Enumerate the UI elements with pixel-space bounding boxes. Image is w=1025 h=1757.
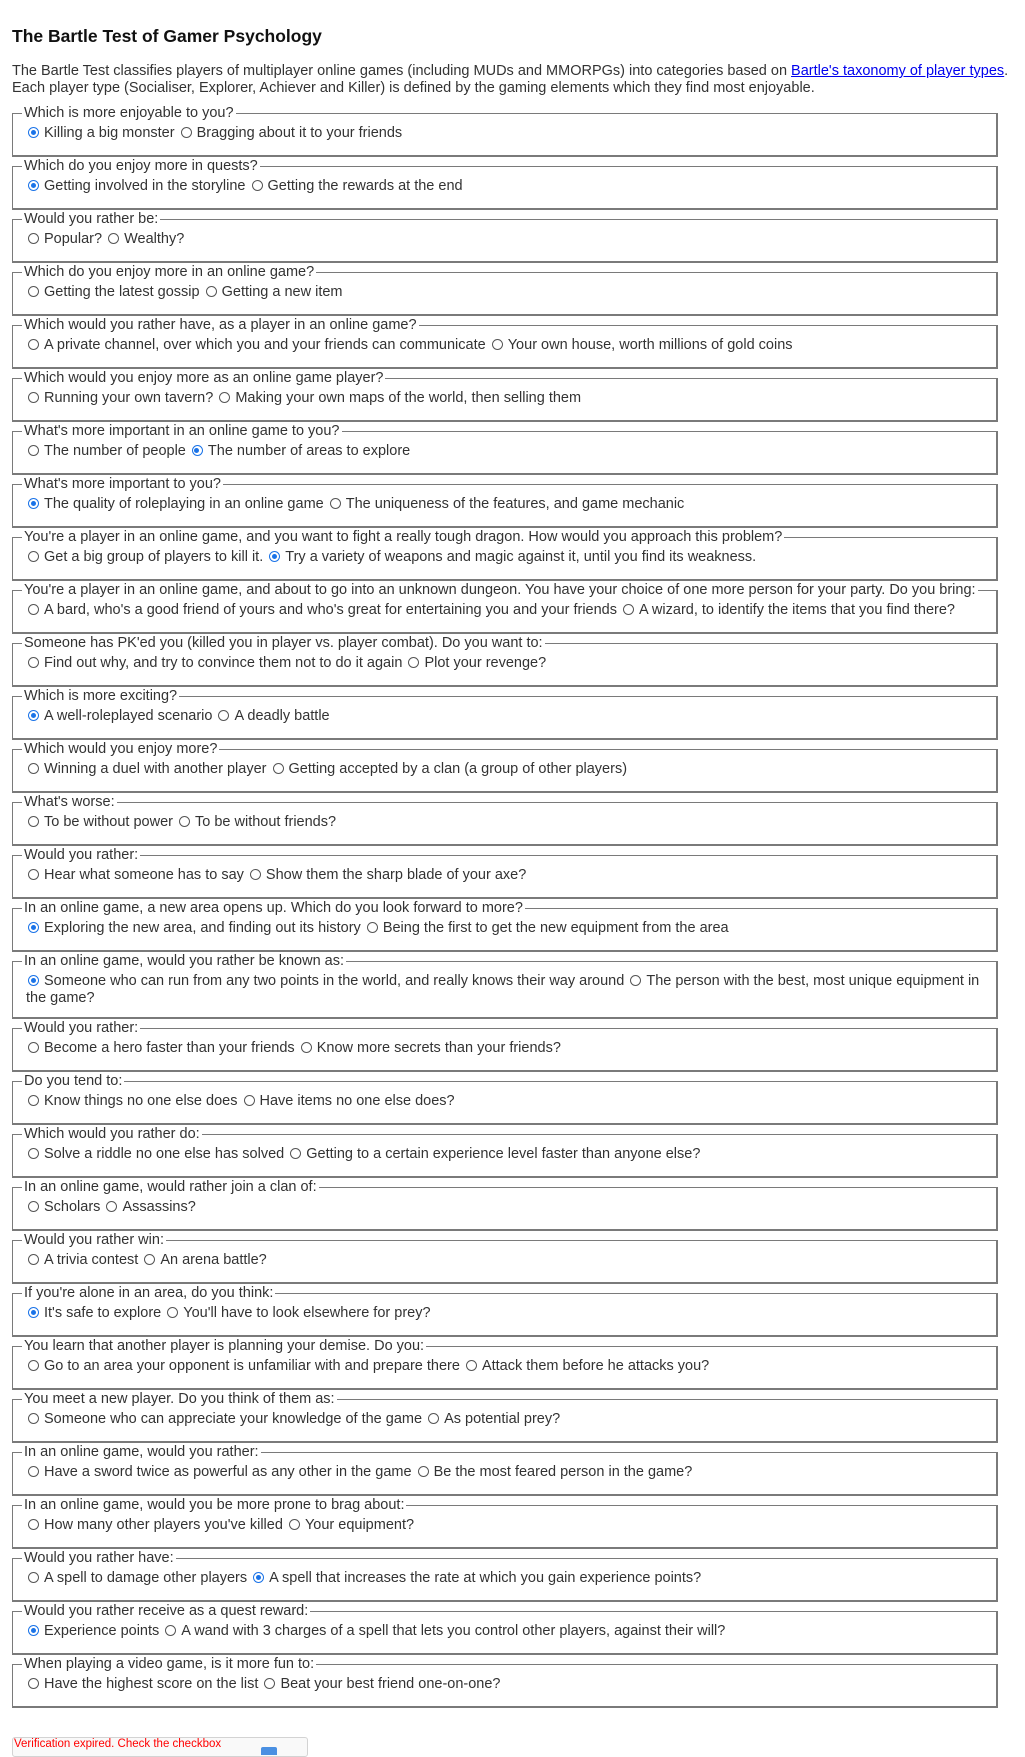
answer-label: Bragging about it to your friends [196, 125, 403, 141]
radio-unchecked-icon[interactable] [273, 763, 284, 774]
question-fieldset [12, 370, 998, 422]
answer-options [26, 1089, 986, 1120]
answer-label: Experience points [44, 1623, 160, 1639]
radio-unchecked-icon[interactable] [301, 1042, 312, 1053]
answer-option-b[interactable] [250, 178, 463, 194]
answer-label: A spell that increases the rate at which you gain experience points? [269, 1570, 702, 1586]
radio-unchecked-icon[interactable] [492, 339, 503, 350]
captcha-expired-message: Verification expired. Check the checkbox [14, 1738, 222, 1750]
radio-unchecked-icon[interactable] [428, 1413, 439, 1424]
answer-options [26, 1566, 986, 1597]
question-fieldset [12, 1338, 998, 1390]
intro-text-2: . Each player type (Socialiser, Explorer, Achiever and Killer) is defined by the gaming elements which they find most enjoyable. [12, 63, 1009, 96]
question-fieldset [12, 794, 998, 846]
radio-checked-icon[interactable] [28, 975, 39, 986]
radio-checked-icon[interactable] [192, 445, 203, 456]
question-text: What's more important in an online game to you? [24, 423, 340, 439]
answer-option-a[interactable] [26, 867, 244, 883]
answer-label: Exploring the new area, and finding out its history [44, 920, 361, 936]
answer-option-a[interactable] [26, 708, 212, 724]
radio-unchecked-icon[interactable] [28, 816, 39, 827]
radio-checked-icon[interactable] [28, 710, 39, 721]
question-text: Would you rather: [24, 847, 139, 863]
question-text: When playing a video game, is it more fun to: [24, 1656, 315, 1672]
answer-label: The person with the best, most unique equipment in the game? [26, 973, 980, 1006]
radio-checked-icon[interactable] [28, 922, 39, 933]
answer-options [26, 1672, 986, 1703]
answer-option-b[interactable] [365, 920, 729, 936]
answer-option-b[interactable] [299, 1040, 561, 1056]
answer-options [26, 863, 986, 894]
radio-checked-icon[interactable] [28, 180, 39, 191]
answer-option-a[interactable] [26, 1358, 460, 1374]
radio-unchecked-icon[interactable] [28, 1254, 39, 1265]
radio-unchecked-icon[interactable] [466, 1360, 477, 1371]
answer-label: A wizard, to identify the items that you find there? [639, 602, 955, 618]
answer-label: To be without friends? [195, 814, 337, 830]
answer-options [26, 174, 986, 205]
answer-option-a[interactable] [26, 125, 175, 141]
answer-option-b[interactable] [328, 496, 685, 512]
question-text: Which would you enjoy more as an online game player? [24, 370, 384, 386]
radio-unchecked-icon[interactable] [290, 1148, 301, 1159]
radio-unchecked-icon[interactable] [28, 763, 39, 774]
question-fieldset [12, 1497, 998, 1549]
radio-unchecked-icon[interactable] [181, 127, 192, 138]
answer-option-b[interactable] [262, 1676, 500, 1692]
radio-unchecked-icon[interactable] [28, 1678, 39, 1689]
radio-checked-icon[interactable] [253, 1572, 264, 1583]
answer-label: Running your own tavern? [44, 390, 214, 406]
answer-label: Getting involved in the storyline [44, 178, 246, 194]
radio-unchecked-icon[interactable] [264, 1678, 275, 1689]
answer-options [26, 598, 986, 629]
answer-label: Wealthy? [124, 231, 185, 247]
radio-unchecked-icon[interactable] [28, 445, 39, 456]
answer-options [26, 1513, 986, 1544]
question-text: Would you rather win: [24, 1232, 164, 1248]
answer-option-b[interactable] [406, 655, 546, 671]
radio-checked-icon[interactable] [28, 127, 39, 138]
answer-option-b[interactable] [106, 231, 184, 247]
radio-unchecked-icon[interactable] [244, 1095, 255, 1106]
radio-unchecked-icon[interactable] [28, 392, 39, 403]
answer-option-a[interactable] [26, 284, 200, 300]
radio-unchecked-icon[interactable] [418, 1466, 429, 1477]
answer-option-b[interactable] [464, 1358, 709, 1374]
answer-options [26, 1460, 986, 1491]
radio-checked-icon[interactable] [269, 551, 280, 562]
radio-unchecked-icon[interactable] [289, 1519, 300, 1530]
question-text: Do you tend to: [24, 1073, 123, 1089]
answer-label: Know more secrets than your friends? [316, 1040, 561, 1056]
answer-label: Get a big group of players to kill it. [44, 549, 264, 565]
answer-option-b[interactable] [217, 390, 581, 406]
answer-label: A deadly battle [234, 708, 330, 724]
answer-option-a[interactable] [26, 973, 624, 989]
answer-options [26, 757, 986, 788]
answer-options [26, 227, 986, 258]
answer-label: The number of people [44, 443, 186, 459]
question-text: Would you rather: [24, 1020, 139, 1036]
radio-unchecked-icon[interactable] [219, 392, 230, 403]
answer-label: Getting to a certain experience level faster than anyone else? [306, 1146, 701, 1162]
answer-options [26, 1354, 986, 1385]
answer-option-a[interactable] [26, 761, 266, 777]
answer-label: A well-roleplayed scenario [44, 708, 213, 724]
answer-option-b[interactable] [287, 1517, 414, 1533]
answer-option-a[interactable] [26, 1570, 247, 1586]
question-text: What's worse: [24, 794, 115, 810]
answer-options [26, 969, 986, 1017]
answer-options [26, 333, 986, 364]
question-fieldset [12, 1020, 998, 1072]
radio-unchecked-icon[interactable] [108, 233, 119, 244]
answer-label: A spell to damage other players [44, 1570, 248, 1586]
answer-label: Hear what someone has to say [44, 867, 244, 883]
radio-unchecked-icon[interactable] [28, 286, 39, 297]
answer-option-a[interactable] [26, 337, 486, 353]
radio-unchecked-icon[interactable] [28, 1413, 39, 1424]
question-text: You learn that another player is planning your demise. Do you: [24, 1338, 425, 1354]
answer-option-a[interactable] [26, 814, 173, 830]
answer-label: The number of areas to explore [207, 443, 411, 459]
radio-unchecked-icon[interactable] [28, 1148, 39, 1159]
question-text: Which would you rather have, as a player in an online game? [24, 317, 417, 333]
question-fieldset [12, 1126, 998, 1178]
answer-label: Become a hero faster than your friends [44, 1040, 295, 1056]
question-fieldset [12, 1550, 998, 1602]
answer-label: A trivia contest [44, 1252, 139, 1268]
answer-label: Scholars [44, 1199, 101, 1215]
answer-option-a[interactable] [26, 1464, 412, 1480]
answer-label: Show them the sharp blade of your axe? [265, 867, 527, 883]
question-text: In an online game, would rather join a clan of: [24, 1179, 317, 1195]
answer-option-a[interactable] [26, 1305, 161, 1321]
intro-text-1: The Bartle Test classifies players of multiplayer online games (including MUDs and MMORPGs) into categories based on [12, 63, 792, 79]
question-text: Would you rather receive as a quest reward: [24, 1603, 309, 1619]
question-fieldset [12, 529, 998, 581]
question-text: Someone has PK'ed you (killed you in player vs. player combat). Do you want to: [24, 635, 543, 651]
question-fieldset [12, 1232, 998, 1284]
question-fieldset [12, 211, 998, 263]
answer-label: Go to an area your opponent is unfamiliar with and prepare there [44, 1358, 460, 1374]
question-fieldset [12, 1285, 998, 1337]
radio-unchecked-icon[interactable] [28, 1201, 39, 1212]
answer-option-a[interactable] [26, 1623, 159, 1639]
answer-label: Being the first to get the new equipment from the area [382, 920, 729, 936]
question-fieldset [12, 264, 998, 316]
question-text: In an online game, would you be more prone to brag about: [24, 1497, 405, 1513]
answer-label: Getting the rewards at the end [267, 178, 463, 194]
answer-option-a[interactable] [26, 1411, 422, 1427]
answer-label: Getting a new item [221, 284, 343, 300]
answer-options [26, 386, 986, 417]
answer-option-a[interactable] [26, 178, 246, 194]
answer-option-a[interactable] [26, 496, 324, 512]
question-text: What's more important to you? [24, 476, 221, 492]
answer-option-b[interactable] [621, 602, 955, 618]
answer-option-b[interactable] [177, 814, 336, 830]
answer-option-a[interactable] [26, 602, 617, 618]
answer-label: Someone who can appreciate your knowledge of the game [44, 1411, 423, 1427]
radio-unchecked-icon[interactable] [250, 869, 261, 880]
radio-unchecked-icon[interactable] [28, 233, 39, 244]
radio-unchecked-icon[interactable] [28, 1519, 39, 1530]
answer-label: The quality of roleplaying in an online game [44, 496, 324, 512]
answer-label: Winning a duel with another player [44, 761, 267, 777]
answer-label: How many other players you've killed [44, 1517, 283, 1533]
answer-label: It's safe to explore [44, 1305, 162, 1321]
answer-option-a[interactable] [26, 1093, 237, 1109]
radio-unchecked-icon[interactable] [330, 498, 341, 509]
questions-form [12, 105, 1013, 1708]
answer-option-a[interactable] [26, 1517, 283, 1533]
answer-options [26, 1195, 986, 1226]
question-text: Which would you rather do: [24, 1126, 200, 1142]
radio-checked-icon[interactable] [28, 1625, 39, 1636]
question-fieldset [12, 635, 998, 687]
answer-options [26, 492, 986, 523]
answer-label: Beat your best friend one-on-one? [280, 1676, 501, 1692]
page-title: The Bartle Test of Gamer Psychology [12, 26, 322, 46]
question-fieldset [12, 158, 998, 210]
question-text: You're a player in an online game, and about to go into an unknown dungeon. You have your choice of one more person for your party. Do you bring: [24, 582, 976, 598]
answer-options [26, 1407, 986, 1438]
question-fieldset [12, 688, 998, 740]
question-fieldset [12, 900, 998, 952]
answer-option-a[interactable] [26, 1199, 100, 1215]
answer-option-a[interactable] [26, 231, 102, 247]
answer-option-b[interactable] [242, 1093, 455, 1109]
question-text: You meet a new player. Do you think of them as: [24, 1391, 335, 1407]
answer-label: Know things no one else does [44, 1093, 238, 1109]
answer-option-b[interactable] [251, 1570, 701, 1586]
radio-unchecked-icon[interactable] [623, 604, 634, 615]
answer-option-a[interactable] [26, 655, 402, 671]
answer-label: Assassins? [122, 1199, 196, 1215]
answer-label: Find out why, and try to convince them not to do it again [44, 655, 403, 671]
radio-checked-icon[interactable] [28, 498, 39, 509]
question-fieldset [12, 741, 998, 793]
question-fieldset [12, 476, 998, 528]
answer-label: Be the most feared person in the game? [433, 1464, 693, 1480]
answer-label: Have the highest score on the list [44, 1676, 259, 1692]
question-text: If you're alone in an area, do you think: [24, 1285, 274, 1301]
answer-option-a[interactable] [26, 1252, 138, 1268]
question-text: In an online game, would you rather be known as: [24, 953, 345, 969]
captcha-widget[interactable] [12, 1737, 308, 1757]
radio-unchecked-icon[interactable] [28, 1042, 39, 1053]
answer-options [26, 1036, 986, 1067]
radio-unchecked-icon[interactable] [28, 339, 39, 350]
question-fieldset [12, 1179, 998, 1231]
radio-unchecked-icon[interactable] [165, 1625, 176, 1636]
radio-unchecked-icon[interactable] [28, 551, 39, 562]
answer-option-b[interactable] [179, 125, 403, 141]
answer-option-b[interactable] [104, 1199, 195, 1215]
radio-unchecked-icon[interactable] [28, 1360, 39, 1371]
answer-options [26, 1619, 986, 1650]
answer-option-b[interactable] [163, 1623, 725, 1639]
answer-label: Plot your revenge? [424, 655, 547, 671]
question-text: Which do you enjoy more in quests? [24, 158, 258, 174]
answer-option-a[interactable] [26, 920, 361, 936]
answer-option-b[interactable] [248, 867, 526, 883]
question-fieldset [12, 1391, 998, 1443]
answer-label: Someone who can run from any two points in the world, and really knows their way around [44, 973, 625, 989]
question-text: In an online game, would you rather: [24, 1444, 259, 1460]
answer-options [26, 810, 986, 841]
radio-checked-icon[interactable] [28, 1307, 39, 1318]
radio-unchecked-icon[interactable] [167, 1307, 178, 1318]
radio-unchecked-icon[interactable] [206, 286, 217, 297]
answer-option-b[interactable] [426, 1411, 560, 1427]
taxonomy-link[interactable]: Bartle's taxonomy of player types [791, 63, 1005, 79]
question-text: Would you rather be: [24, 211, 159, 227]
answer-options [26, 545, 986, 576]
answer-option-a[interactable] [26, 390, 213, 406]
answer-label: Your equipment? [304, 1517, 415, 1533]
answer-label: Making your own maps of the world, then selling them [235, 390, 582, 406]
answer-options [26, 1248, 986, 1279]
radio-unchecked-icon[interactable] [630, 975, 641, 986]
question-fieldset [12, 1656, 998, 1708]
radio-unchecked-icon[interactable] [28, 1095, 39, 1106]
answer-label: Attack them before he attacks you? [481, 1358, 710, 1374]
question-text: Which is more enjoyable to you? [24, 105, 234, 121]
radio-unchecked-icon[interactable] [28, 1572, 39, 1583]
answer-option-b[interactable] [288, 1146, 700, 1162]
question-text: Would you rather have: [24, 1550, 174, 1566]
question-text: You're a player in an online game, and you want to fight a really tough dragon. How would you approach this problem? [24, 529, 783, 545]
question-fieldset [12, 423, 998, 475]
answer-option-a[interactable] [26, 443, 186, 459]
radio-unchecked-icon[interactable] [144, 1254, 155, 1265]
answer-options [26, 1301, 986, 1332]
answer-options [26, 280, 986, 311]
answer-label: An arena battle? [160, 1252, 267, 1268]
answer-label: You'll have to look elsewhere for prey? [183, 1305, 431, 1321]
answer-options [26, 651, 986, 682]
radio-unchecked-icon[interactable] [28, 604, 39, 615]
answer-label: Getting accepted by a clan (a group of other players) [288, 761, 628, 777]
answer-option-b[interactable] [490, 337, 793, 353]
radio-unchecked-icon[interactable] [252, 180, 263, 191]
question-text: Which is more exciting? [24, 688, 178, 704]
intro-paragraph [12, 63, 1012, 97]
radio-unchecked-icon[interactable] [28, 1466, 39, 1477]
radio-unchecked-icon[interactable] [367, 922, 378, 933]
question-text: Which do you enjoy more in an online game? [24, 264, 315, 280]
answer-label: Popular? [44, 231, 103, 247]
answer-option-b[interactable] [216, 708, 329, 724]
answer-option-b[interactable] [190, 443, 410, 459]
answer-label: Your own house, worth millions of gold coins [507, 337, 793, 353]
radio-unchecked-icon[interactable] [106, 1201, 117, 1212]
answer-option-a[interactable] [26, 549, 263, 565]
question-text: In an online game, a new area opens up. Which do you look forward to more? [24, 900, 523, 916]
answer-option-b[interactable] [271, 761, 628, 777]
question-fieldset [12, 1444, 998, 1496]
answer-label: A bard, who's a good friend of yours and who's great for entertaining you and your friends [44, 602, 617, 618]
answer-option-b[interactable] [204, 284, 343, 300]
answer-options [26, 121, 986, 152]
answer-label: Have a sword twice as powerful as any other in the game [44, 1464, 412, 1480]
question-fieldset [12, 1603, 998, 1655]
radio-unchecked-icon[interactable] [408, 657, 419, 668]
question-fieldset [12, 582, 998, 634]
answer-option-b[interactable] [416, 1464, 693, 1480]
answer-options [26, 704, 986, 735]
answer-options [26, 916, 986, 947]
radio-unchecked-icon[interactable] [179, 816, 190, 827]
radio-unchecked-icon[interactable] [218, 710, 229, 721]
answer-label: Killing a big monster [44, 125, 175, 141]
answer-label: A private channel, over which you and your friends can communicate [44, 337, 486, 353]
answer-label: The uniqueness of the features, and game mechanic [345, 496, 685, 512]
answer-option-a[interactable] [26, 1040, 295, 1056]
answer-option-b[interactable] [142, 1252, 266, 1268]
answer-option-b[interactable] [165, 1305, 430, 1321]
answer-label: Getting the latest gossip [44, 284, 200, 300]
answer-option-a[interactable] [26, 1146, 284, 1162]
answer-label: As potential prey? [444, 1411, 561, 1427]
question-fieldset [12, 1073, 998, 1125]
answer-label: To be without power [44, 814, 173, 830]
answer-options [26, 1142, 986, 1173]
answer-option-a[interactable] [26, 1676, 258, 1692]
radio-unchecked-icon[interactable] [28, 869, 39, 880]
question-fieldset [12, 105, 998, 157]
answer-label: A wand with 3 charges of a spell that lets you control other players, against their will? [181, 1623, 726, 1639]
question-fieldset [12, 847, 998, 899]
answer-label: Solve a riddle no one else has solved [44, 1146, 285, 1162]
answer-options [26, 439, 986, 470]
question-text: Which would you enjoy more? [24, 741, 218, 757]
radio-unchecked-icon[interactable] [28, 657, 39, 668]
answer-label: Try a variety of weapons and magic against it, until you find its weakness. [285, 549, 757, 565]
answer-option-b[interactable] [267, 549, 756, 565]
answer-label: Have items no one else does? [259, 1093, 455, 1109]
question-fieldset [12, 317, 998, 369]
question-fieldset [12, 953, 998, 1019]
